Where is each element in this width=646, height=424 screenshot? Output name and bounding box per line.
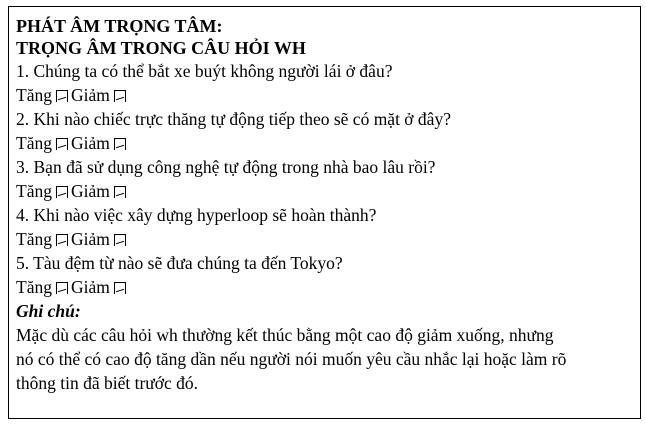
fall-label: Giảm bbox=[70, 277, 110, 297]
rise-checkbox-icon[interactable] bbox=[56, 186, 68, 198]
title-line-2: TRỌNG ÂM TRONG CÂU HỎI WH bbox=[16, 38, 306, 58]
question-list bbox=[16, 59, 630, 299]
note-text-line: Mặc dù các câu hỏi wh thường kết thúc bằng một cao độ giảm xuống, nhưng bbox=[16, 325, 554, 345]
rise-label: Tăng bbox=[16, 85, 52, 105]
rise-checkbox-icon[interactable] bbox=[56, 90, 68, 102]
fall-checkbox-icon[interactable] bbox=[114, 90, 126, 102]
rise-checkbox-icon[interactable] bbox=[56, 282, 68, 294]
rise-label: Tăng bbox=[16, 277, 52, 297]
question-text: 3. Bạn đã sử dụng công nghệ tự động trong nhà bao lâu rồi? bbox=[16, 157, 436, 177]
answer-options bbox=[16, 83, 630, 107]
rise-label: Tăng bbox=[16, 229, 52, 249]
note-text-line: nó có thể có cao độ tăng dần nếu người nói muốn yêu cầu nhắc lại hoặc làm rõ bbox=[16, 349, 567, 369]
rise-checkbox-icon[interactable] bbox=[56, 234, 68, 246]
rise-checkbox-icon[interactable] bbox=[56, 138, 68, 150]
fall-label: Giảm bbox=[70, 133, 110, 153]
note-text-line: thông tin đã biết trước đó. bbox=[16, 373, 199, 393]
answer-options bbox=[16, 131, 630, 155]
fall-label: Giảm bbox=[70, 229, 110, 249]
fall-checkbox-icon[interactable] bbox=[114, 138, 126, 150]
answer-options bbox=[16, 275, 630, 299]
fall-label: Giảm bbox=[70, 181, 110, 201]
worksheet-box bbox=[8, 6, 641, 419]
question-text: 4. Khi nào việc xây dựng hyperloop sẽ hoàn thành? bbox=[16, 205, 377, 225]
question-text: 2. Khi nào chiếc trực thăng tự động tiếp theo sẽ có mặt ở đây? bbox=[16, 109, 451, 129]
fall-label: Giảm bbox=[70, 85, 110, 105]
fall-checkbox-icon[interactable] bbox=[114, 282, 126, 294]
rise-label: Tăng bbox=[16, 133, 52, 153]
rise-label: Tăng bbox=[16, 181, 52, 201]
note-heading: Ghi chú: bbox=[16, 301, 81, 321]
question-text: 1. Chúng ta có thể bắt xe buýt không người lái ở đâu? bbox=[16, 61, 393, 81]
fall-checkbox-icon[interactable] bbox=[114, 186, 126, 198]
answer-options bbox=[16, 179, 630, 203]
question-text: 5. Tàu đệm từ nào sẽ đưa chúng ta đến Tokyo? bbox=[16, 253, 343, 273]
answer-options bbox=[16, 227, 630, 251]
fall-checkbox-icon[interactable] bbox=[114, 234, 126, 246]
title-line-1: PHÁT ÂM TRỌNG TÂM: bbox=[16, 16, 223, 36]
